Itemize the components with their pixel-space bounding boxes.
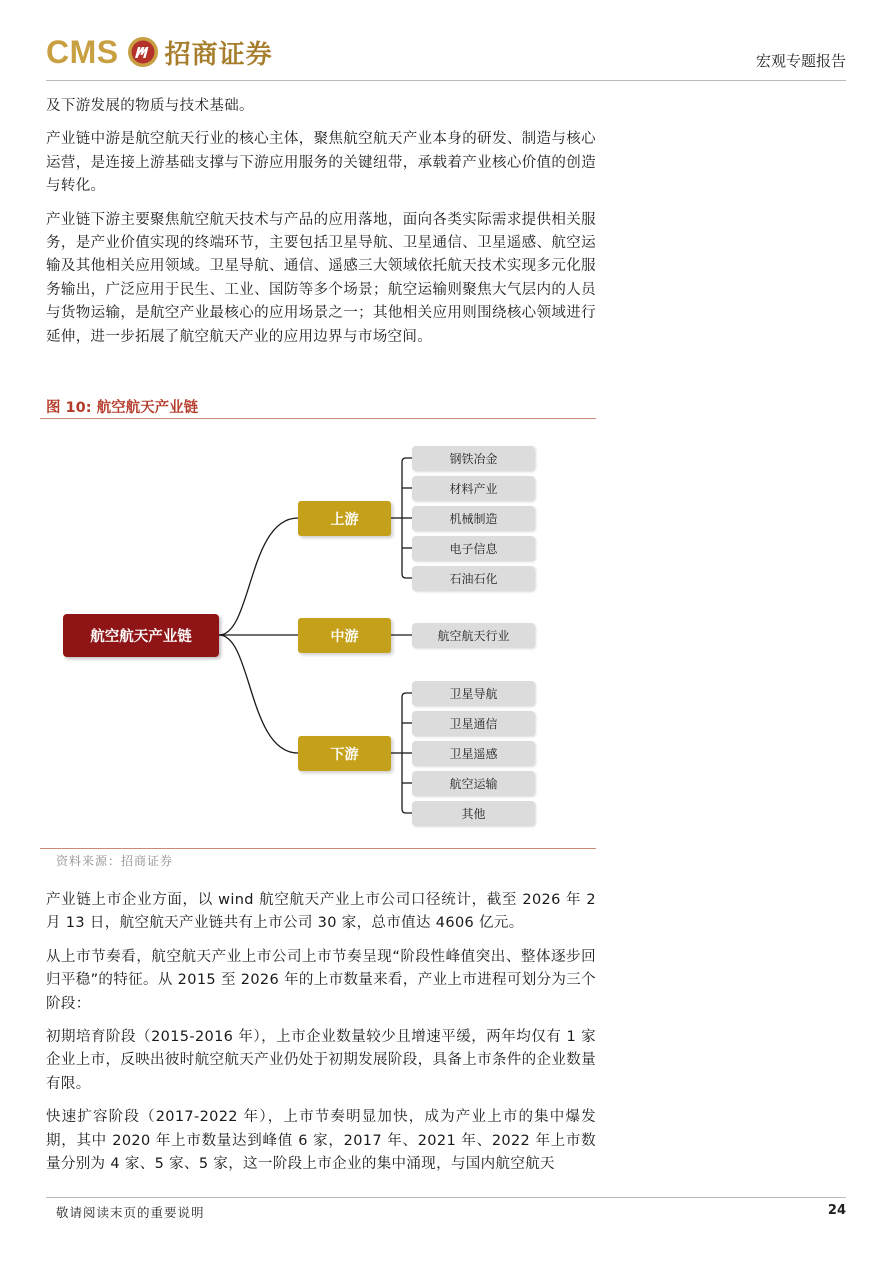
leaf-node: 航空运输	[412, 771, 535, 796]
figure-bottom-rule	[40, 848, 596, 849]
paragraph: 产业链上市企业方面，以 wind 航空航天产业上市公司口径统计，截至 2026 年 2 月 13 日，航空航天产业链共有上市公司 30 家，总市值达 4606 亿元。	[46, 892, 596, 932]
figure-title: 图 10: 航空航天产业链	[46, 400, 199, 416]
paragraph: 产业链中游是航空航天行业的核心主体，聚焦航空航天产业本身的研发、制造与核心运营，是连接上游基础支撑与下游应用服务的关键纽带，承载着产业核心价值的创造与转化。	[46, 131, 596, 195]
paragraph: 产业链下游主要聚焦航空航天技术与产品的应用落地，面向各类实际需求提供相关服务，是产业价值实现的终端环节，主要包括卫星导航、卫星通信、卫星遥感、航空运输及其他相关应用领域。卫星导航、通信、遥感三大领域依托航天技术实现多元化服务输出，广泛应用于民生、工业、国防等多个场景；航空运输则聚焦大气层内的人员与货物运输，是航空产业最核心的应用场景之一；其他相关应用则围绕核心领域进行延伸，进一步拓展了航空航天产业的应用边界与市场空间。	[46, 211, 596, 345]
tree-root-node: 航空航天产业链	[63, 614, 219, 657]
report-type: 宏观专题报告	[755, 52, 846, 70]
paragraph: 快速扩容阶段（2017-2022 年），上市节奏明显加快，成为产业上市的集中爆发期，其中 2020 年上市数量达到峰值 6 家，2017 年、2021 年、2022 年上市数量分别为 4 家、5 家、5 家，这一阶段上市企业的集中涌现，与国内航空航天	[46, 1109, 596, 1173]
stage-upstream: 上游	[298, 501, 391, 536]
leaf-node: 钢铁冶金	[412, 446, 535, 471]
logo-text: CMS	[46, 33, 119, 70]
body-text-bottom	[46, 889, 596, 1186]
stage-midstream: 中游	[298, 618, 391, 653]
leaf-node: 电子信息	[412, 536, 535, 561]
footer-divider	[46, 1197, 846, 1198]
footer-disclaimer: 敬请阅读末页的重要说明	[56, 1205, 205, 1220]
paragraph: 初期培育阶段（2015-2016 年），上市企业数量较少且增速平缓，两年均仅有 1 家企业上市，反映出彼时航空航天产业仍处于初期发展阶段，具备上市条件的企业数量有限。	[46, 1029, 596, 1092]
page-number: 24	[827, 1203, 846, 1218]
figure-source: 资料来源：招商证券	[56, 854, 174, 868]
leaf-node: 卫星导航	[412, 681, 535, 706]
paragraph: 从上市节奏看，航空航天产业上市公司上市节奏呈现“阶段性峰值突出、整体逐步回归平稳”的特征。从 2015 至 2026 年的上市数量来看，产业上市进程可划分为三个阶段：	[46, 948, 596, 1012]
leaf-node: 航空航天行业	[412, 623, 535, 648]
leaf-node: 石油石化	[412, 566, 535, 591]
paragraph: 及下游发展的物质与技术基础。	[46, 98, 254, 114]
leaf-node: 其他	[412, 801, 535, 826]
stage-downstream: 下游	[298, 736, 391, 771]
leaf-node: 材料产业	[412, 476, 535, 501]
leaf-node: 卫星遥感	[412, 741, 535, 766]
logo-cn-text: 招商证券	[164, 39, 273, 70]
leaf-node: 卫星通信	[412, 711, 535, 736]
leaf-node: 机械制造	[412, 506, 535, 531]
